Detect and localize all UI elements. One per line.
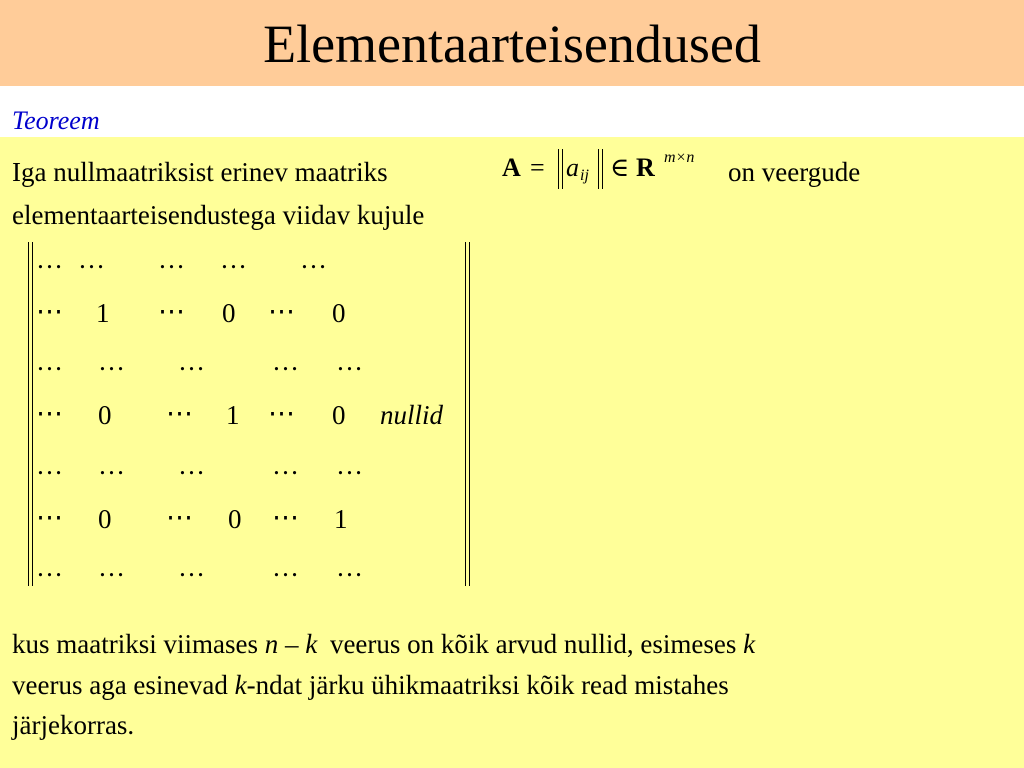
- matrix-cell: ⋯: [268, 296, 295, 326]
- conclusion-line-2: [12, 669, 729, 701]
- intro-line-1-end: on veergude: [728, 157, 861, 187]
- matrix-cell: ⋯: [158, 296, 185, 326]
- matrix-cell: …: [272, 450, 299, 480]
- matrix-cell: …: [272, 346, 299, 376]
- matrix-cell: …: [98, 552, 125, 582]
- matrix-cell: 1: [334, 504, 348, 534]
- matrix-cell: …: [36, 552, 63, 582]
- formula-superscript-mxn: m×n: [664, 149, 695, 166]
- matrix-cell: ⋯: [166, 398, 193, 428]
- var-k: k: [234, 670, 247, 700]
- formula-a: a: [566, 153, 579, 182]
- matrix-cell: …: [36, 346, 63, 376]
- matrix-cell: …: [178, 450, 205, 480]
- matrix-cell: …: [36, 244, 63, 274]
- formula-R: R: [636, 153, 655, 182]
- matrix-cell: 1: [226, 400, 240, 430]
- matrix-cell: 0: [228, 504, 242, 534]
- formula-subscript-ij: ij: [580, 167, 589, 184]
- matrix-cell: 0: [332, 400, 346, 430]
- formula-equals: =: [530, 153, 545, 182]
- slide-subtitle: Teoreem: [12, 106, 100, 135]
- matrix-cell: …: [98, 450, 125, 480]
- matrix-cell: ⋯: [36, 502, 63, 532]
- var-k: k: [305, 629, 318, 659]
- matrix-cell: …: [336, 346, 363, 376]
- matrix-cell: 0: [332, 298, 346, 328]
- var-k: k: [743, 629, 756, 659]
- matrix-cell: 0: [98, 504, 112, 534]
- matrix-cell: …: [336, 552, 363, 582]
- matrix-cell: …: [300, 244, 327, 274]
- matrix-cell: 1: [96, 298, 110, 328]
- conclusion-line-1: [12, 628, 755, 660]
- formula-element-of: ∈: [610, 153, 630, 182]
- conclusion-text: veerus aga esinevad: [12, 670, 228, 700]
- conclusion-text: kus maatriksi viimases: [12, 629, 258, 659]
- matrix-cell: ⋯: [166, 502, 193, 532]
- matrix-cell: …: [272, 552, 299, 582]
- matrix-norm-right-2: [469, 242, 470, 586]
- matrix-cell: …: [178, 552, 205, 582]
- matrix-norm-left-1: [28, 242, 29, 586]
- matrix-cell: …: [36, 450, 63, 480]
- nullid-label: nullid: [380, 400, 444, 430]
- matrix-norm-left-2: [32, 242, 33, 586]
- matrix-norm-right-1: [465, 242, 466, 586]
- intro-line-2: elementaarteisendustega viidav kujule: [12, 200, 425, 230]
- matrix-cell: …: [78, 244, 105, 274]
- matrix-cell: …: [178, 346, 205, 376]
- matrix-cell: ⋯: [36, 296, 63, 326]
- matrix-cell: ⋯: [268, 398, 295, 428]
- minus-sign: –: [284, 629, 299, 659]
- slide-title: Elementaarteisendused: [263, 14, 761, 74]
- matrix-cell: ⋯: [36, 398, 63, 428]
- intro-line-1-start: Iga nullmaatriksist erinev maatriks: [12, 157, 388, 187]
- conclusion-text: veerus on kõik arvud nullid, esimeses: [329, 629, 737, 659]
- var-n: n: [264, 629, 279, 659]
- matrix-cell: 0: [222, 298, 236, 328]
- matrix-cell: …: [98, 346, 125, 376]
- conclusion-line-3: järjekorras.: [12, 710, 135, 740]
- matrix-cell: 0: [98, 400, 112, 430]
- matrix-cell: …: [220, 244, 247, 274]
- matrix-cell: ⋯: [272, 502, 299, 532]
- matrix-cell: …: [336, 450, 363, 480]
- matrix-cell: …: [158, 244, 185, 274]
- formula-A: A: [502, 153, 521, 182]
- conclusion-text: -ndat järku ühikmaatriksi kõik read mistahes: [246, 670, 729, 700]
